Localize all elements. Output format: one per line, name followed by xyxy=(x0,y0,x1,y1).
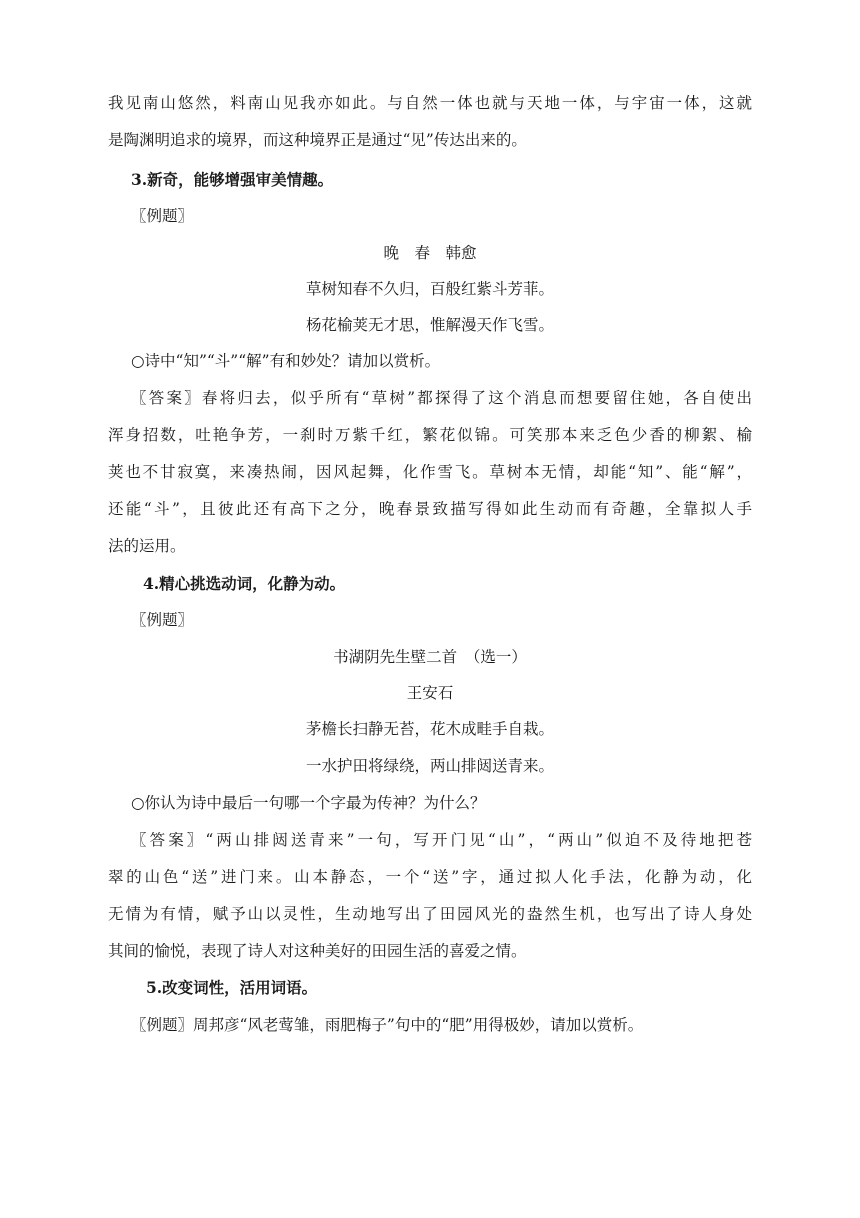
answer-line: 浑身招数，吐艳争芳，一刹时万紫千红，繁花似锦。可笑那本来乏色少香的柳絮、榆 xyxy=(108,426,752,444)
example-line: 〖例题〗周邦彦“风老莺雏，雨肥梅子”句中的“肥”用得极妙，请加以赏析。 xyxy=(131,1016,644,1034)
poem-line: 茅檐长扫静无苔，花木成畦手自栽。 xyxy=(305,720,554,738)
intro-paragraph-line: 是陶渊明追求的境界，而这种境界正是通过“见”传达出来的。 xyxy=(108,131,527,149)
answer-line: 〖答案〗“两山排闼送青来”一句，写开门见“山”，“两山”似迫不及待地把苍 xyxy=(131,831,752,849)
example-tag: 〖例题〗 xyxy=(131,207,194,225)
answer-line: 翠的山色“送”进门来。山本静态，一个“送”字，通过拟人化手法，化静为动，化 xyxy=(108,868,752,886)
poem-line: 一水护田将绿绕，两山排闼送青来。 xyxy=(305,757,554,775)
poem-title: 晚 春 韩愈 xyxy=(383,244,477,262)
answer-line: 法的运用。 xyxy=(108,537,186,555)
poem-line: 草树知春不久归，百般红紫斗芳菲。 xyxy=(305,280,554,298)
poem-author: 王安石 xyxy=(406,684,454,702)
example-tag: 〖例题〗 xyxy=(131,611,194,629)
answer-line: 还能“斗”，且彼此还有高下之分，晚春景致描写得如此生动而有奇趣，全靠拟人手 xyxy=(108,500,752,518)
answer-line: 荚也不甘寂寞，来凑热闹，因风起舞，化作雪飞。草树本无情，却能“知”、能“解”， xyxy=(108,463,752,481)
poem-title: 书湖阴先生壁二首 （选一） xyxy=(333,648,527,666)
section-4-heading: 4.精心挑选动词，化静为动。 xyxy=(143,574,346,593)
section-5-heading: 5.改变词性，活用词语。 xyxy=(146,978,318,997)
answer-line: 〖答案〗春将归去，似乎所有“草树”都探得了这个消息而想要留住她，各自使出 xyxy=(131,389,752,407)
section-3-heading: 3.新奇，能够增强审美情趣。 xyxy=(131,170,334,189)
answer-line: 其间的愉悦，表现了诗人对这种美好的田园生活的喜爱之情。 xyxy=(108,942,527,960)
intro-paragraph-line: 我见南山悠然，料南山见我亦如此。与自然一体也就与天地一体，与宇宙一体，这就 xyxy=(108,94,752,112)
question-text: ○诗中“知”“斗”“解”有和妙处？请加以赏析。 xyxy=(131,352,441,370)
question-text: ○你认为诗中最后一句哪一个字最为传神？为什么？ xyxy=(131,794,486,812)
poem-line: 杨花榆荚无才思，惟解漫天作飞雪。 xyxy=(305,316,554,334)
answer-line: 无情为有情，赋予山以灵性，生动地写出了田园风光的盎然生机，也写出了诗人身处 xyxy=(108,905,752,923)
